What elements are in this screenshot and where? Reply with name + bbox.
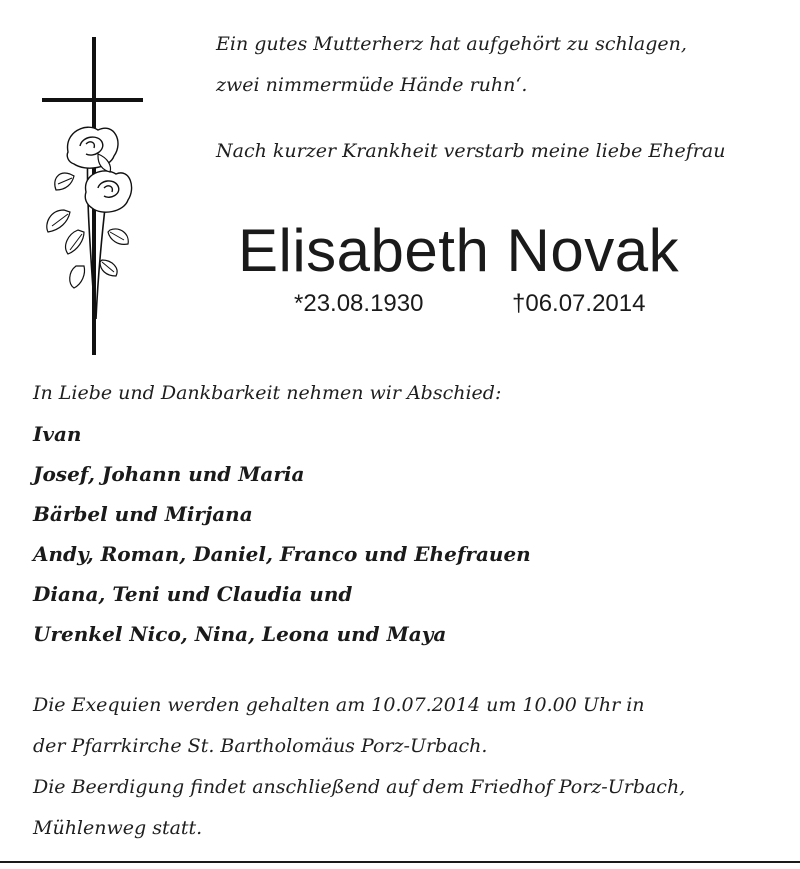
bottom-margin — [0, 863, 800, 869]
family-line: Ivan — [33, 422, 82, 446]
family-line: Josef, Johann und Maria — [33, 462, 305, 486]
cross-with-roses-icon — [28, 34, 158, 364]
family-line: Andy, Roman, Daniel, Franco und Ehefrauen — [33, 542, 531, 566]
deceased-name: Elisabeth Novak — [238, 217, 680, 284]
service-line: Die Exequien werden gehalten am 10.07.2014 um 10.00 Uhr in — [33, 694, 645, 716]
death-date: †06.07.2014 — [512, 290, 646, 317]
family-line: Urenkel Nico, Nina, Leona und Maya — [33, 622, 447, 646]
intro-text: Nach kurzer Krankheit verstarb meine liebe Ehefrau — [216, 140, 726, 162]
service-line: der Pfarrkirche St. Bartholomäus Porz-Urbach. — [33, 735, 488, 757]
family-line: Bärbel und Mirjana — [33, 502, 253, 526]
verse-line-1: Ein gutes Mutterherz hat aufgehört zu schlagen, — [216, 33, 687, 55]
service-line: Mühlenweg statt. — [33, 817, 203, 839]
service-line: Die Beerdigung findet anschließend auf dem Friedhof Porz-Urbach, — [33, 776, 686, 798]
verse-line-2: zwei nimmermüde Hände ruhn‘. — [216, 74, 528, 96]
farewell-text: In Liebe und Dankbarkeit nehmen wir Abschied: — [33, 382, 502, 404]
birth-date: *23.08.1930 — [294, 290, 424, 317]
family-line: Diana, Teni und Claudia und — [33, 582, 353, 606]
